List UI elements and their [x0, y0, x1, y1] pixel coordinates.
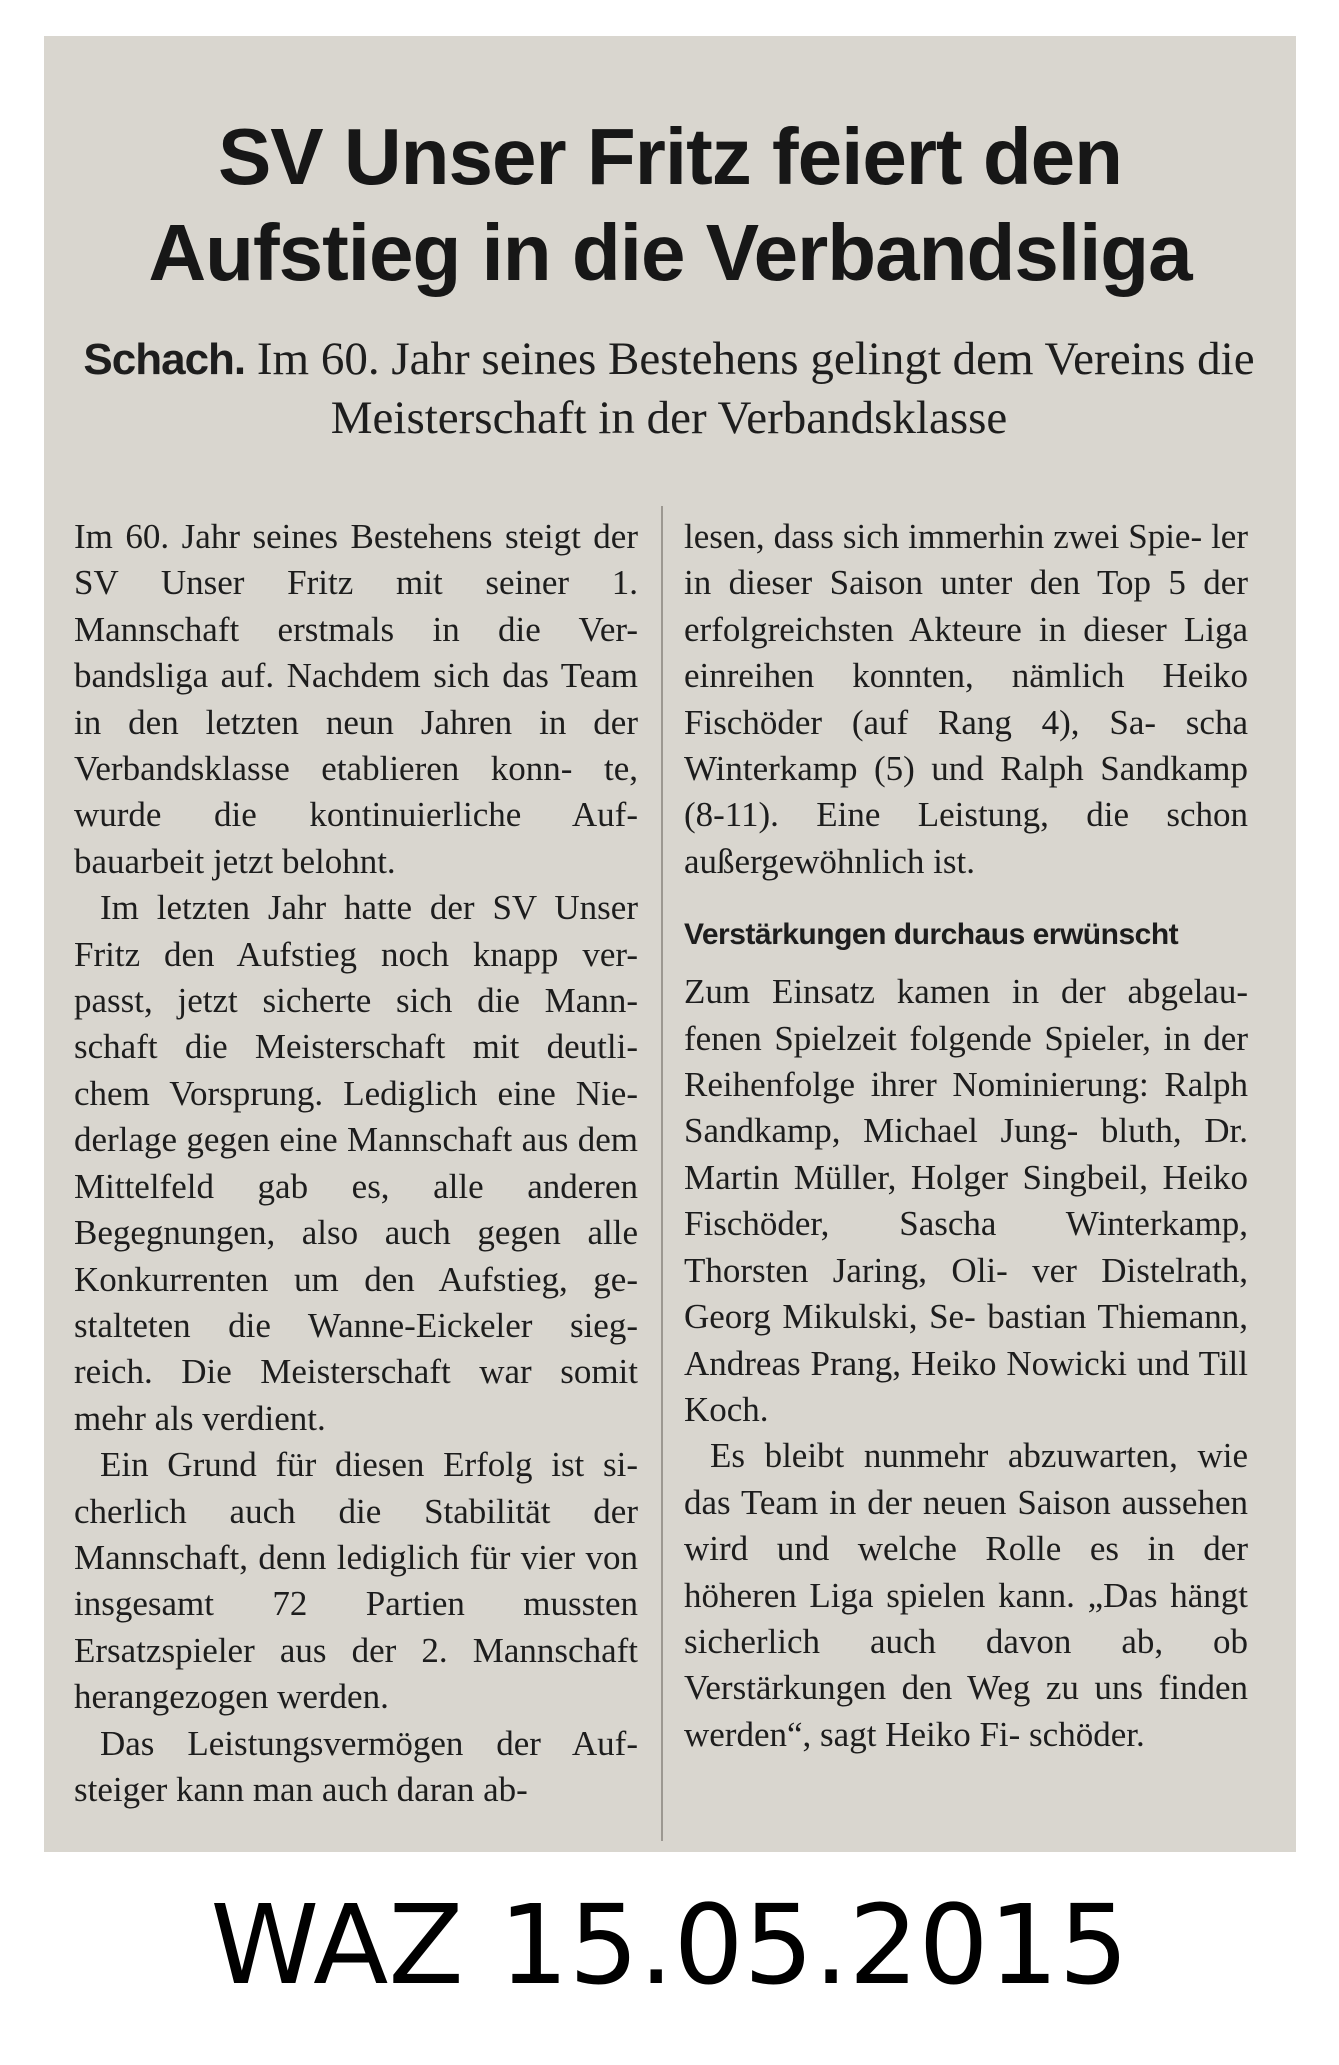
paragraph: Das Leistungsvermögen der Auf- steiger kann man auch daran ab- — [74, 1723, 638, 1809]
article-column-1 — [74, 514, 638, 1813]
paragraph: Im 60. Jahr seines Bestehens steigt der SV Unser Fritz mit seiner 1. Mannschaft erstmals in die Ver- bandsliga auf. Nachdem sich das Team in den letzten neun Jahren in der Verbandsklasse etablieren konn- te, wurde die kontinuierliche Auf- bauarbeit jetzt belohnt. — [74, 517, 638, 881]
paragraph: Ein Grund für diesen Erfolg ist si- cherlich auch die Stabilität der Mannschaft, denn lediglich für vier von insgesamt 72 Partien mussten Ersatzspieler aus der 2. Mannschaft herangezogen werden. — [74, 1445, 638, 1717]
paragraph: lesen, dass sich immerhin zwei Spie- ler in dieser Saison unter den Top 5 der erfolgreichsten Akteure in dieser Liga einreihen konnten, nämlich Heiko Fischöder (auf Rang 4), Sa- scha Winterkamp (5) und Ralph Sandkamp (8-11). Eine Leistung, die schon außergewöhnlich ist. — [684, 517, 1248, 881]
newspaper-clipping — [44, 36, 1296, 1852]
headline-line-2: Aufstieg in die Verbandsliga — [148, 208, 1192, 297]
paragraph: Es bleibt nunmehr abzuwarten, wie das Team in der neuen Saison aussehen wird und welche Rolle es in der höheren Liga spielen kann. „Das hängt sicherlich auch davon ab, ob Verstärkungen den Weg zu uns finden werden“, sagt Heiko Fi- schöder. — [684, 1436, 1248, 1754]
article-column-2 — [684, 514, 1248, 1758]
headline — [44, 109, 1296, 301]
source-date-caption: WAZ 15.05.2015 — [210, 1881, 1129, 2009]
subheadline — [74, 330, 1264, 447]
kicker: Schach. — [83, 335, 246, 384]
headline-line-1: SV Unser Fritz feiert den — [217, 112, 1123, 201]
section-subheading: Verstärkungen durchaus erwünscht — [684, 918, 1179, 952]
paragraph: Im letzten Jahr hatte der SV Unser Fritz den Aufstieg noch knapp ver- passt, jetzt sicherte sich die Mann- schaft die Meisterschaft mit deutli- chem Vorsprung. Lediglich eine Nie- derlage gegen eine Mannschaft aus dem Mittelfeld gab es, alle anderen Begegnungen, also auch gegen alle Konkurrenten um den Aufstieg, ge- stalteten die Wanne-Eickeler sieg- reich. Die Meisterschaft war somit mehr als verdient. — [74, 888, 638, 1438]
subheadline-text: Im 60. Jahr seines Bestehens gelingt dem Vereins die Meisterschaft in der Verbandsklasse — [256, 333, 1255, 444]
paragraph: Zum Einsatz kamen in der abgelau- fenen Spielzeit folgende Spieler, in der Reihenfolge ihrer Nominierung: Ralph Sandkamp, Michael Jung- bluth, Dr. Martin Müller, Holger Singbeil, Heiko Fischöder, Sascha Winterkamp, Thorsten Jaring, Oli- ver Distelrath, Georg Mikulski, Se- bastian Thiemann, Andreas Prang, Heiko Nowicki und Till Koch. — [684, 972, 1248, 1429]
column-divider — [661, 506, 663, 1841]
